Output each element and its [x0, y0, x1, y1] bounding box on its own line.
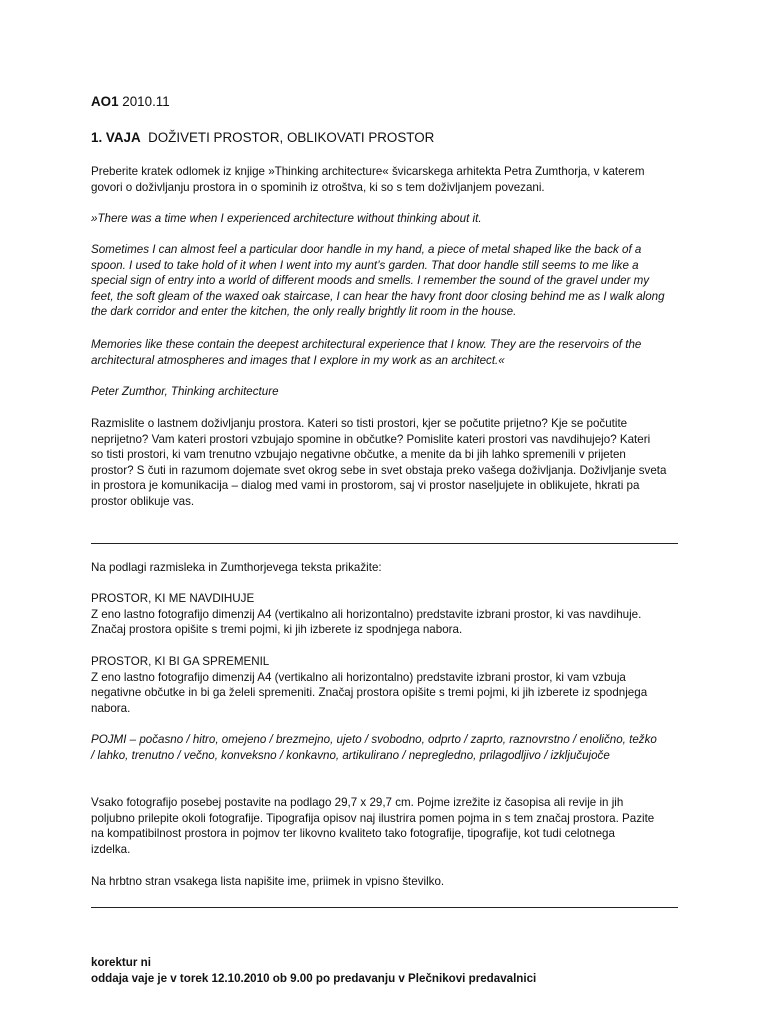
exercise-number: 1. VAJA	[91, 130, 141, 145]
instructions-line: izdelka.	[91, 842, 131, 856]
back-note: Na hrbtno stran vsakega lista napišite ime, priimek in vpisno številko.	[91, 875, 445, 888]
intro-line: govori o doživljanju prostora in o spominih iz otroštva, ki so s tem doživljanjem povezani.	[91, 180, 545, 194]
quote-paragraph-2	[91, 337, 681, 368]
task-line: Z eno lastno fotografijo dimenzij A4 (vertikalno ali horizontalno) predstavite izbrani prostor, ki vas navdihuje.	[91, 607, 642, 621]
task-line: negativne občutke in bi ga želeli spremeniti. Značaj prostora opišite s tremi pojmi, ki jih izberete iz spodnjega	[91, 686, 648, 700]
instructions-line: poljubno prilepite okoli fotografije. Tipografija opisov naj ilustrira pomen pojma in s tem značaj prostora. Pazite	[91, 811, 655, 825]
quote-line: Memories like these contain the deepest architectural experience that I know. They are the reservoirs of the	[91, 338, 642, 351]
footer-line-1: korektur ni	[91, 956, 151, 969]
section-heading: PROSTOR, KI BI GA SPREMENIL	[91, 655, 270, 668]
quote-attribution: Peter Zumthor, Thinking architecture	[91, 385, 279, 398]
intro-line: Preberite kratek odlomek iz knjige »Thinking architecture« švicarskega arhitekta Petra Zumthorja, v katerem	[91, 165, 645, 178]
quote-line: Sometimes I can almost feel a particular door handle in my hand, a piece of metal shaped like the back of a	[91, 243, 642, 256]
quote-line: special sign of entry into a world of different moods and smells. I remember the sound of the gravel under my	[91, 274, 650, 288]
quote-paragraph-1	[91, 242, 681, 320]
task-line: Značaj prostora opišite s tremi pojmi, ki jih izberete iz spodnjega nabora.	[91, 623, 463, 637]
quote-opening: »There was a time when I experienced architecture without thinking about it.	[91, 212, 482, 225]
instructions-line: na kompatibilnost prostora in pojmov ter likovno kvaliteto tako fotografije, tipografije, kot tudi celotnega	[91, 827, 615, 841]
footer-line-2: oddaja vaje je v torek 12.10.2010 ob 9.00 po predavanju v Plečnikovi predavalnici	[91, 971, 537, 985]
task-change	[91, 654, 681, 716]
exercise-name: DOŽIVETI PROSTOR, OBLIKOVATI PROSTOR	[148, 130, 435, 145]
course-header	[91, 93, 681, 111]
reflection-line: Razmislite o lastnem doživljanju prostora. Kateri so tisti prostori, kjer se počutite prijetno? Kje se počutite	[91, 417, 628, 430]
divider-bottom	[91, 907, 678, 908]
terms-list	[91, 732, 681, 763]
task-line: nabora.	[91, 701, 131, 715]
reflection-line: in prostora je komunikacija – dialog med vami in prostorom, saj vi prostor naseljujete in oblikujete, hkrati pa	[91, 479, 640, 493]
course-date: 2010.11	[122, 94, 170, 109]
reflection-line: so tisti prostori, ki vam trenutno vzbujajo negativne občutke, a menite da bi jih lahko spremenili v prijeten	[91, 448, 626, 462]
terms-line: / lahko, trenutno / večno, konveksno / konkavno, artikulirano / nepregledno, prilagodljivo / izključujoče	[91, 748, 610, 762]
task-inspiring	[91, 591, 681, 638]
intro-paragraph	[91, 164, 681, 195]
quote-line: feet, the soft gleam of the waxed oak staircase, I can hear the havy front door closing behind me as I walk along	[91, 289, 665, 303]
reflection-line: prostor oblikuje vas.	[91, 494, 195, 508]
reflection-line: prostor? S čuti in razumom dojemate svet okrog sebe in svet obstaja preko vašega doživljanja. Doživljanje sveta	[91, 463, 667, 477]
instructions-paragraph	[91, 795, 681, 857]
quote-line: architectural atmospheres and images that I explore in my work as an architect.«	[91, 353, 505, 367]
task-lead: Na podlagi razmisleka in Zumthorjevega teksta prikažite:	[91, 561, 382, 574]
instructions-line: Vsako fotografijo posebej postavite na podlago 29,7 x 29,7 cm. Pojme izrežite iz časopisa ali revije in jih	[91, 796, 624, 809]
exercise-title	[91, 129, 681, 147]
terms-line: POJMI – počasno / hitro, omejeno / brezmejno, ujeto / svobodno, odprto / zaprto, raznovrstno / enolično, težko	[91, 733, 657, 746]
task-line: Z eno lastno fotografijo dimenzij A4 (vertikalno ali horizontalno) predstavite izbrani prostor, ki vam vzbuja	[91, 670, 626, 684]
quote-line: spoon. I used to take hold of it when I went into my aunt’s garden. That door handle still seems to me like a	[91, 258, 639, 272]
quote-line: the dark corridor and enter the kitchen, the only really brightly lit room in the house.	[91, 305, 517, 319]
divider-top	[91, 543, 678, 544]
course-code: AO1	[91, 94, 119, 109]
section-heading: PROSTOR, KI ME NAVDIHUJE	[91, 592, 255, 605]
footer-notes	[91, 955, 681, 986]
reflection-paragraph	[91, 416, 681, 510]
reflection-line: neprijetno? Vam kateri prostori vzbujajo spomine in občutke? Pomislite kateri prostori vas navdihujejo? Kateri	[91, 432, 651, 446]
